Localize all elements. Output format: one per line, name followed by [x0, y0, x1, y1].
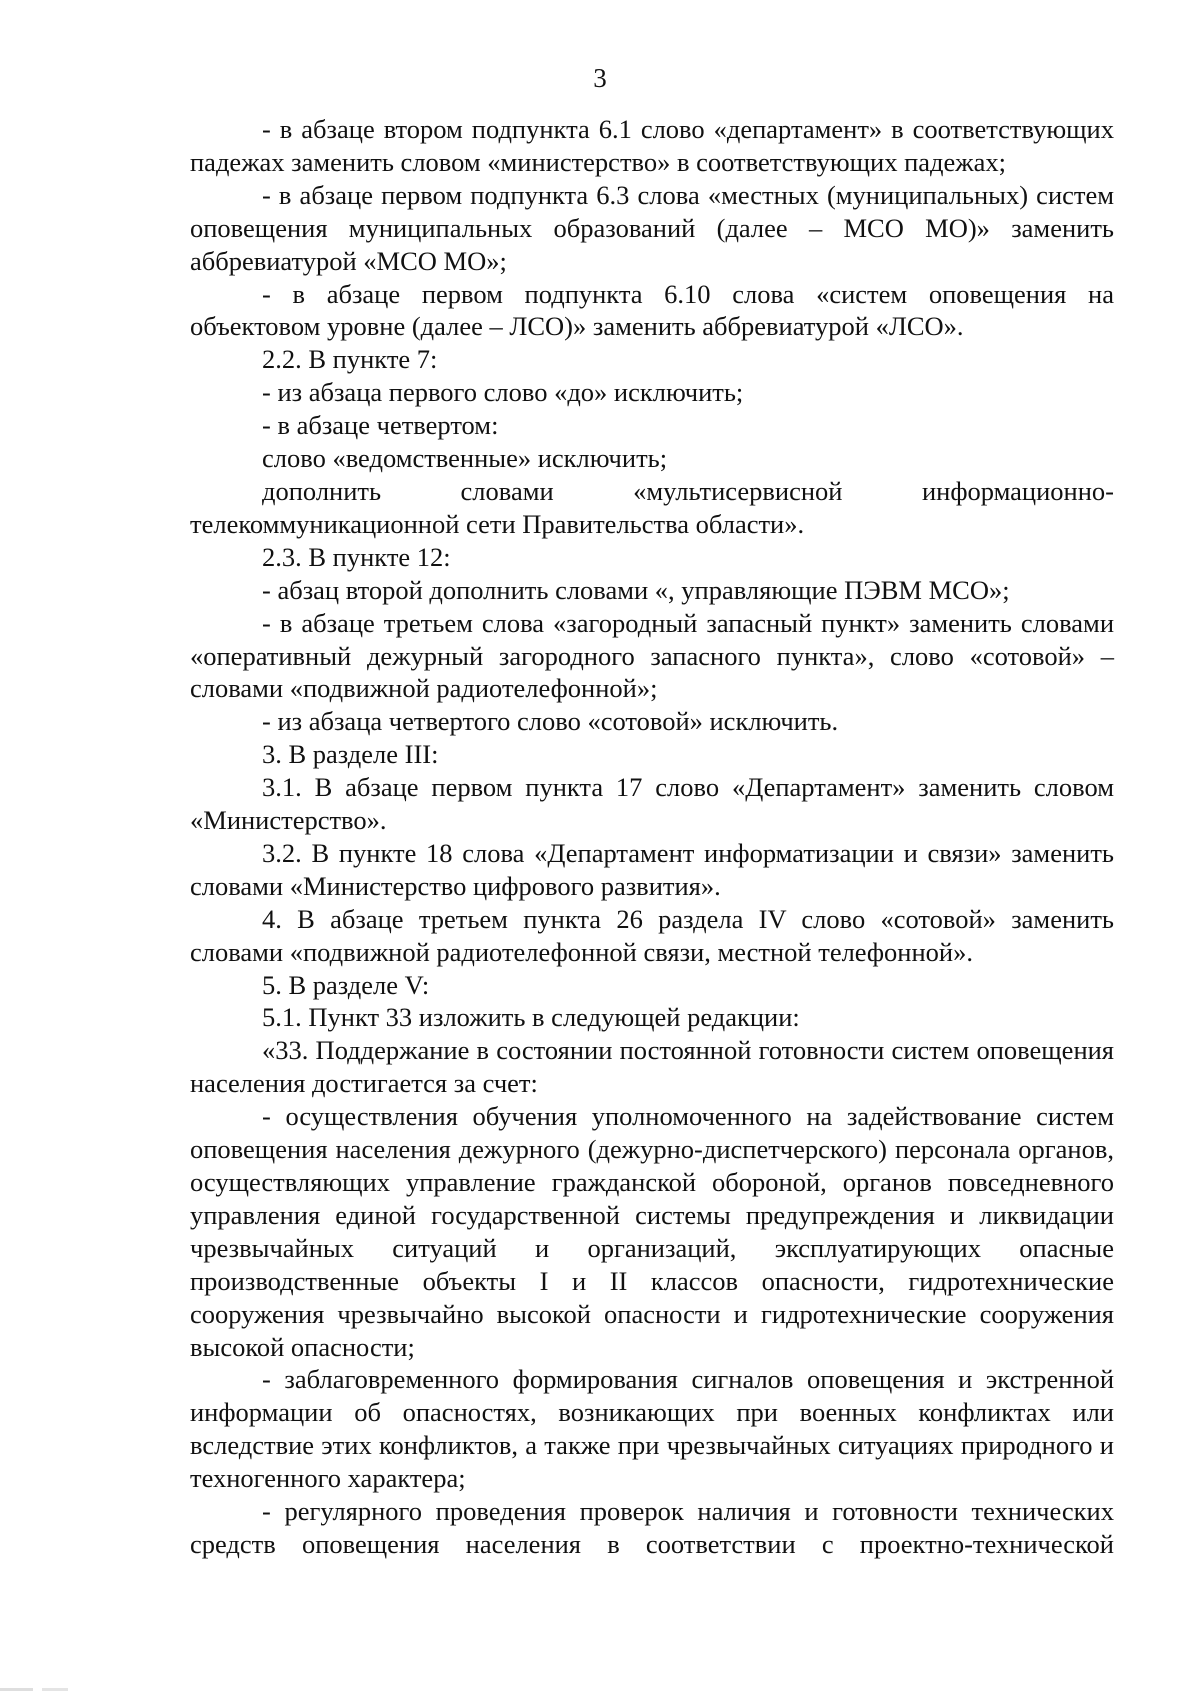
paragraph: - в абзаце первом подпункта 6.10 слова «систем оповещения на объектовом уровне (далее – ЛСО)» заменить аббревиатурой «ЛСО». — [190, 278, 1114, 342]
paragraph: 3. В разделе III: — [262, 739, 439, 770]
paragraph: - регулярного проведения проверок наличия и готовности технических средств оповещения населения в соответствии с проектно-технической — [190, 1496, 1114, 1559]
paragraph: 5. В разделе V: — [262, 969, 430, 1000]
paragraph: 3.1. В абзаце первом пункта 17 слово «Департамент» заменить словом «Министерство». — [190, 772, 1114, 836]
paragraph: - в абзаце третьем слова «загородный запасный пункт» заменить словами «оперативный дежурный загородного запасного пункта», слово «сотовой» – словами «подвижной радиотелефонной»; — [190, 607, 1114, 704]
paragraph: 3.2. В пункте 18 слова «Департамент информатизации и связи» заменить словами «Министерство цифрового развития». — [190, 837, 1114, 901]
paragraph: 5.1. Пункт 33 изложить в следующей редакции: — [262, 1002, 800, 1033]
paragraph: - абзац второй дополнить словами «, управляющие ПЭВМ МСО»; — [262, 574, 1010, 605]
paragraph: - в абзаце первом подпункта 6.3 слова «местных (муниципальных) систем оповещения муниципальных образований (далее – МСО МО)» заменить аббревиатурой «МСО МО»; — [190, 179, 1114, 276]
paragraph: - из абзаца четвертого слово «сотовой» исключить. — [262, 706, 839, 737]
paragraph: 2.3. В пункте 12: — [262, 541, 451, 572]
paragraph: слово «ведомственные» исключить; — [262, 443, 668, 474]
paragraph: - в абзаце четвертом: — [262, 410, 499, 441]
scan-artifact — [0, 1688, 110, 1691]
paragraph: 2.2. В пункте 7: — [262, 344, 438, 375]
page-number: 3 — [593, 63, 607, 93]
paragraph: - осуществления обучения уполномоченного на задействование систем оповещения населения дежурного (дежурно-диспетчерского) персонала органов, осуществляющих управление гражданской обороной, органов повседневного управления единой государственной системы предупреждения и ликвидации чрезвычайных ситуаций и организаций, эксплуатирующих опасные производственные объекты I и II классов опасности, гидротехнические сооружения чрезвычайно высокой опасности и гидротехнические сооружения высокой опасности; — [190, 1101, 1114, 1362]
paragraph: - из абзаца первого слово «до» исключить; — [262, 377, 744, 408]
paragraph: - заблаговременного формирования сигналов оповещения и экстренной информации об опасностях, возникающих при военных конфликтах или вследствие этих конфликтов, а также при чрезвычайных ситуациях природного и техногенного характера; — [190, 1364, 1114, 1494]
paragraph: - в абзаце втором подпункта 6.1 слово «департамент» в соответствующих падежах заменить словом «министерство» в соответствующих падежах; — [190, 114, 1114, 177]
paragraph: дополнить словами «мультисервисной информационно-телекоммуникационной сети Правительства области». — [190, 475, 1114, 539]
document-body — [190, 113, 1114, 1561]
paragraph: «33. Поддержание в состоянии постоянной готовности систем оповещения населения достигается за счет: — [190, 1035, 1114, 1099]
paragraph: 4. В абзаце третьем пункта 26 раздела IV слово «сотовой» заменить словами «подвижной радиотелефонной связи, местной телефонной». — [190, 903, 1114, 967]
